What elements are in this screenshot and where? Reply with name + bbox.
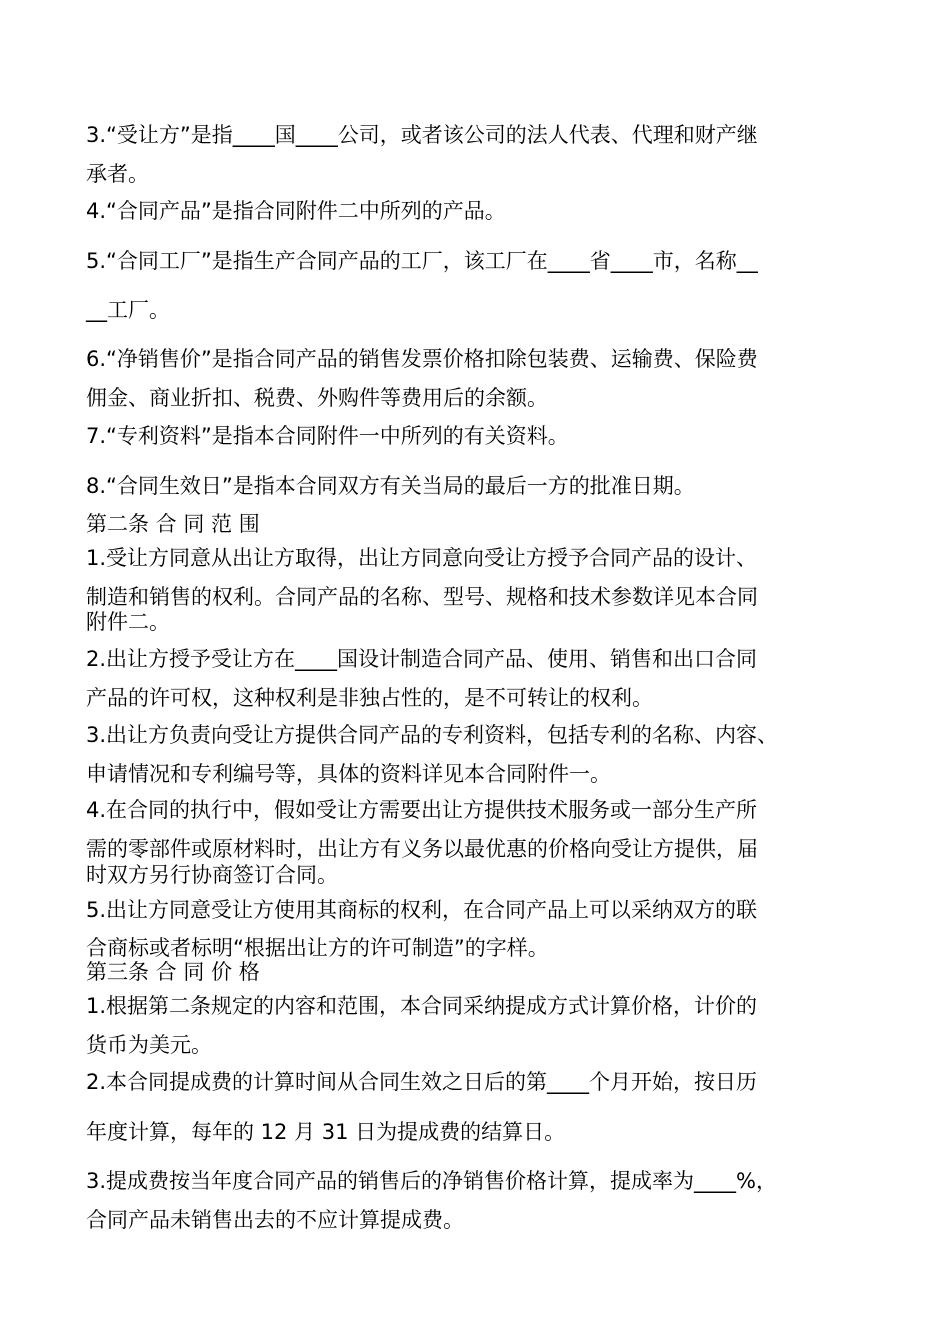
scope-1-line-3: 附件二。 <box>86 610 170 634</box>
article-3-heading: 第三条 合 同 价 格 <box>86 960 260 984</box>
definition-3-line-2: 承者。 <box>86 162 149 186</box>
definition-6-line-1: 6.“净销售价”是指合同产品的销售发票价格扣除包装费、运输费、保险费 <box>86 347 758 371</box>
scope-3-line-1: 3.出让方负责向受让方提供合同产品的专利资料，包括专利的名称、内容、 <box>86 723 779 747</box>
price-2-line-1: 2.本合同提成费的计算时间从合同生效之日后的第____个月开始，按日历 <box>86 1070 758 1094</box>
scope-5-line-2: 合商标或者标明“根据出让方的许可制造”的字样。 <box>86 936 549 960</box>
article-2-heading: 第二条 合 同 范 围 <box>86 512 260 536</box>
definition-5-line-1: 5.“合同工厂”是指生产合同产品的工厂，该工厂在____省____市，名称__ <box>86 249 758 273</box>
scope-3-line-2: 申请情况和专利编号等，具体的资料详见本合同附件一。 <box>86 762 611 786</box>
price-3-line-1: 3.提成费按当年度合同产品的销售后的净销售价格计算，提成率为____%， <box>86 1169 777 1193</box>
price-1-line-1: 1.根据第二条规定的内容和范围，本合同采纳提成方式计算价格，计价的 <box>86 994 758 1018</box>
scope-2-line-2: 产品的许可权，这种权利是非独占性的，是不可转让的权利。 <box>86 686 653 710</box>
scope-2-line-1: 2.出让方授予受让方在____国设计制造合同产品、使用、销售和出口合同 <box>86 647 758 671</box>
definition-4: 4.“合同产品”是指合同附件二中所列的产品。 <box>86 199 506 223</box>
definition-5-line-2: __工厂。 <box>86 298 170 322</box>
price-1-line-2: 货币为美元。 <box>86 1033 212 1057</box>
definition-7: 7.“专利资料”是指本合同附件一中所列的有关资料。 <box>86 424 569 448</box>
definition-3-line-1: 3.“受让方”是指____国____公司，或者该公司的法人代表、代理和财产继 <box>86 123 758 147</box>
scope-4-line-3: 时双方另行协商签订合同。 <box>86 863 338 887</box>
scope-4-line-2: 需的零部件或原材料时，出让方有义务以最优惠的价格向受让方提供，届 <box>86 837 758 861</box>
definition-8: 8.“合同生效日”是指本合同双方有关当局的最后一方的批准日期。 <box>86 474 695 498</box>
scope-4-line-1: 4.在合同的执行中，假如受让方需要出让方提供技术服务或一部分生产所 <box>86 798 758 822</box>
scope-1-line-1: 1.受让方同意从出让方取得，出让方同意向受让方授予合同产品的设计、 <box>86 546 758 570</box>
scope-1-line-2: 制造和销售的权利。合同产品的名称、型号、规格和技术参数详见本合同 <box>86 585 758 609</box>
price-3-line-2: 合同产品未销售出去的不应计算提成费。 <box>86 1208 464 1232</box>
scope-5-line-1: 5.出让方同意受让方使用其商标的权利，在合同产品上可以采纳双方的联 <box>86 898 758 922</box>
price-2-line-2: 年度计算，每年的 12 月 31 日为提成费的结算日。 <box>86 1120 566 1144</box>
definition-6-line-2: 佣金、商业折扣、税费、外购件等费用后的余额。 <box>86 386 548 410</box>
